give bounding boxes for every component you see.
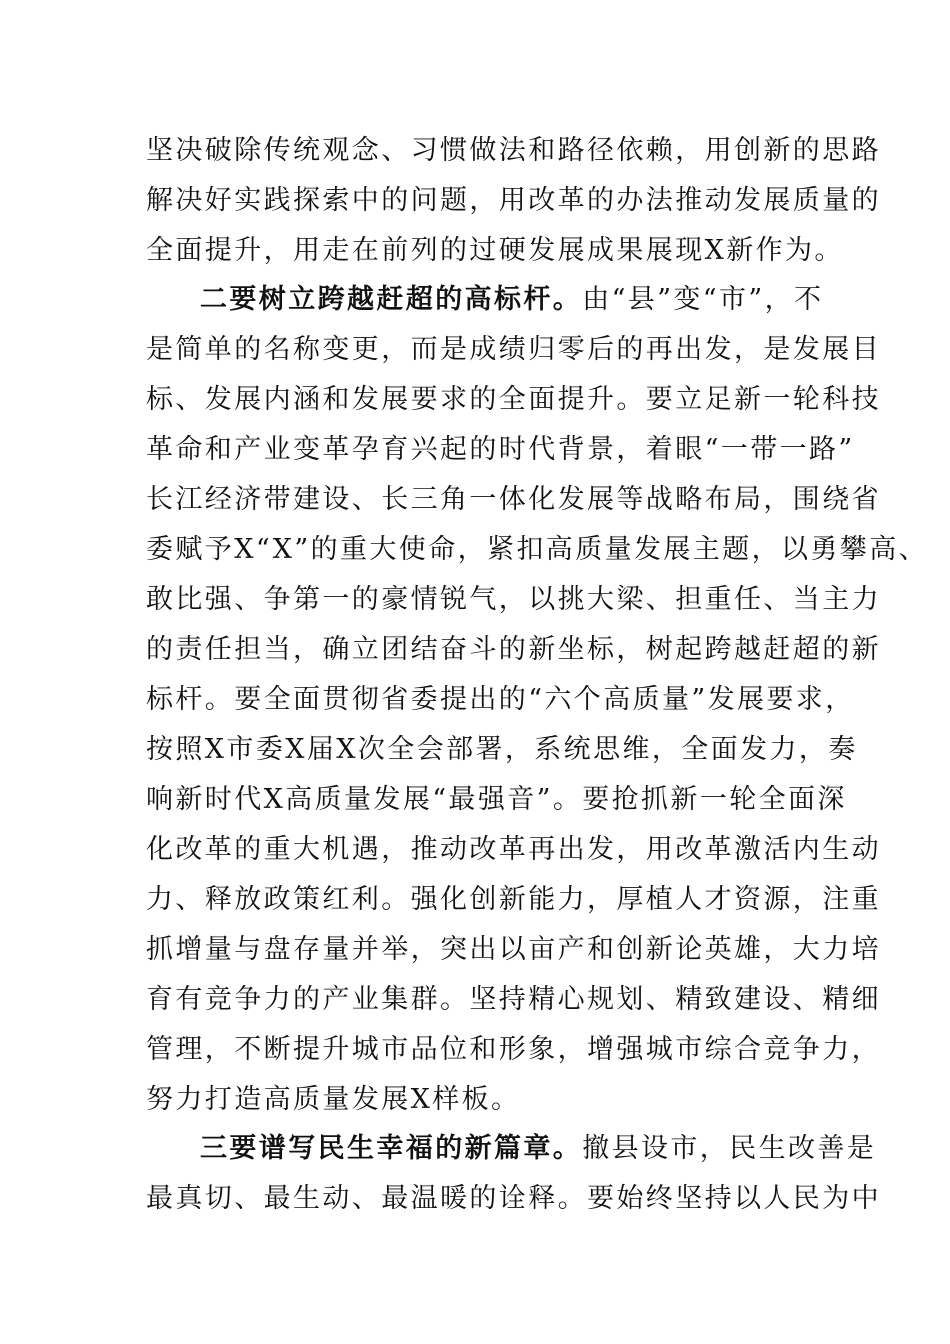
paragraph-1-line-3: 全面提升，用走在前列的过硬发展成果展现X新作为。 [146, 235, 844, 266]
paragraph-2-first-line-text: 由“县”变“市”，不 [582, 284, 824, 315]
paragraph-2-line-13: 力、释放政策红利。强化创新能力，厚植人才资源，注重 [146, 884, 881, 915]
paragraph-2-line-5: 长江经济带建设、长三角一体化发展等战略布局，围绕省 [146, 484, 881, 515]
paragraph-2-line-11: 响新时代X高质量发展“最强音”。要抢抓新一轮全面深 [146, 784, 847, 815]
paragraph-2-line-3: 标、发展内涵和发展要求的全面提升。要立足新一轮科技 [146, 384, 881, 415]
paragraph-2-line-1 [200, 282, 823, 318]
paragraph-2-line-8: 的责任担当，确立团结奋斗的新坐标，树起跨越赶超的新 [146, 634, 881, 665]
paragraph-3-heading: 三要谱写民生幸福的新篇章。 [200, 1133, 583, 1164]
paragraph-3-line-1 [200, 1131, 876, 1167]
paragraph-2-line-15: 育有竞争力的产业集群。坚持精心规划、精致建设、精细 [146, 984, 881, 1015]
paragraph-3-line-2: 最真切、最生动、最温暖的诠释。要始终坚持以人民为中 [146, 1183, 881, 1214]
paragraph-2-line-12: 化改革的重大机遇，推动改革再出发，用改革激活内生动 [146, 834, 881, 865]
paragraph-2-line-4: 革命和产业变革孕育兴起的时代背景，着眼“一带一路” [146, 434, 855, 465]
paragraph-2-line-2: 是简单的名称变更，而是成绩归零后的再出发，是发展目 [146, 334, 881, 365]
paragraph-2-line-17: 努力打造高质量发展X样板。 [146, 1084, 521, 1115]
paragraph-2-line-6: 委赋予X“X”的重大使命，紧扣高质量发展主题，以勇攀高、 [146, 534, 928, 565]
paragraph-2-line-10: 按照X市委X届X次全会部署，系统思维，全面发力，奏 [146, 734, 858, 765]
paragraph-2-line-9: 标杆。要全面贯彻省委提出的“六个高质量”发展要求， [146, 684, 855, 715]
paragraph-1-line-1: 坚决破除传统观念、习惯做法和路径依赖，用创新的思路 [146, 135, 881, 166]
paragraph-2-line-7: 敢比强、争第一的豪情锐气，以挑大梁、担重任、当主力 [146, 584, 881, 615]
paragraph-3-first-line-text: 撤县设市，民生改善是 [582, 1133, 877, 1164]
paragraph-2-line-16: 管理，不断提升城市品位和形象，增强城市综合竞争力， [146, 1034, 881, 1065]
paragraph-1-line-2: 解决好实践探索中的问题，用改革的办法推动发展质量的 [146, 185, 881, 216]
paragraph-2-line-14: 抓增量与盘存量并举，突出以亩产和创新论英雄，大力培 [146, 934, 881, 965]
paragraph-2-heading: 二要树立跨越赶超的高标杆。 [200, 284, 583, 315]
